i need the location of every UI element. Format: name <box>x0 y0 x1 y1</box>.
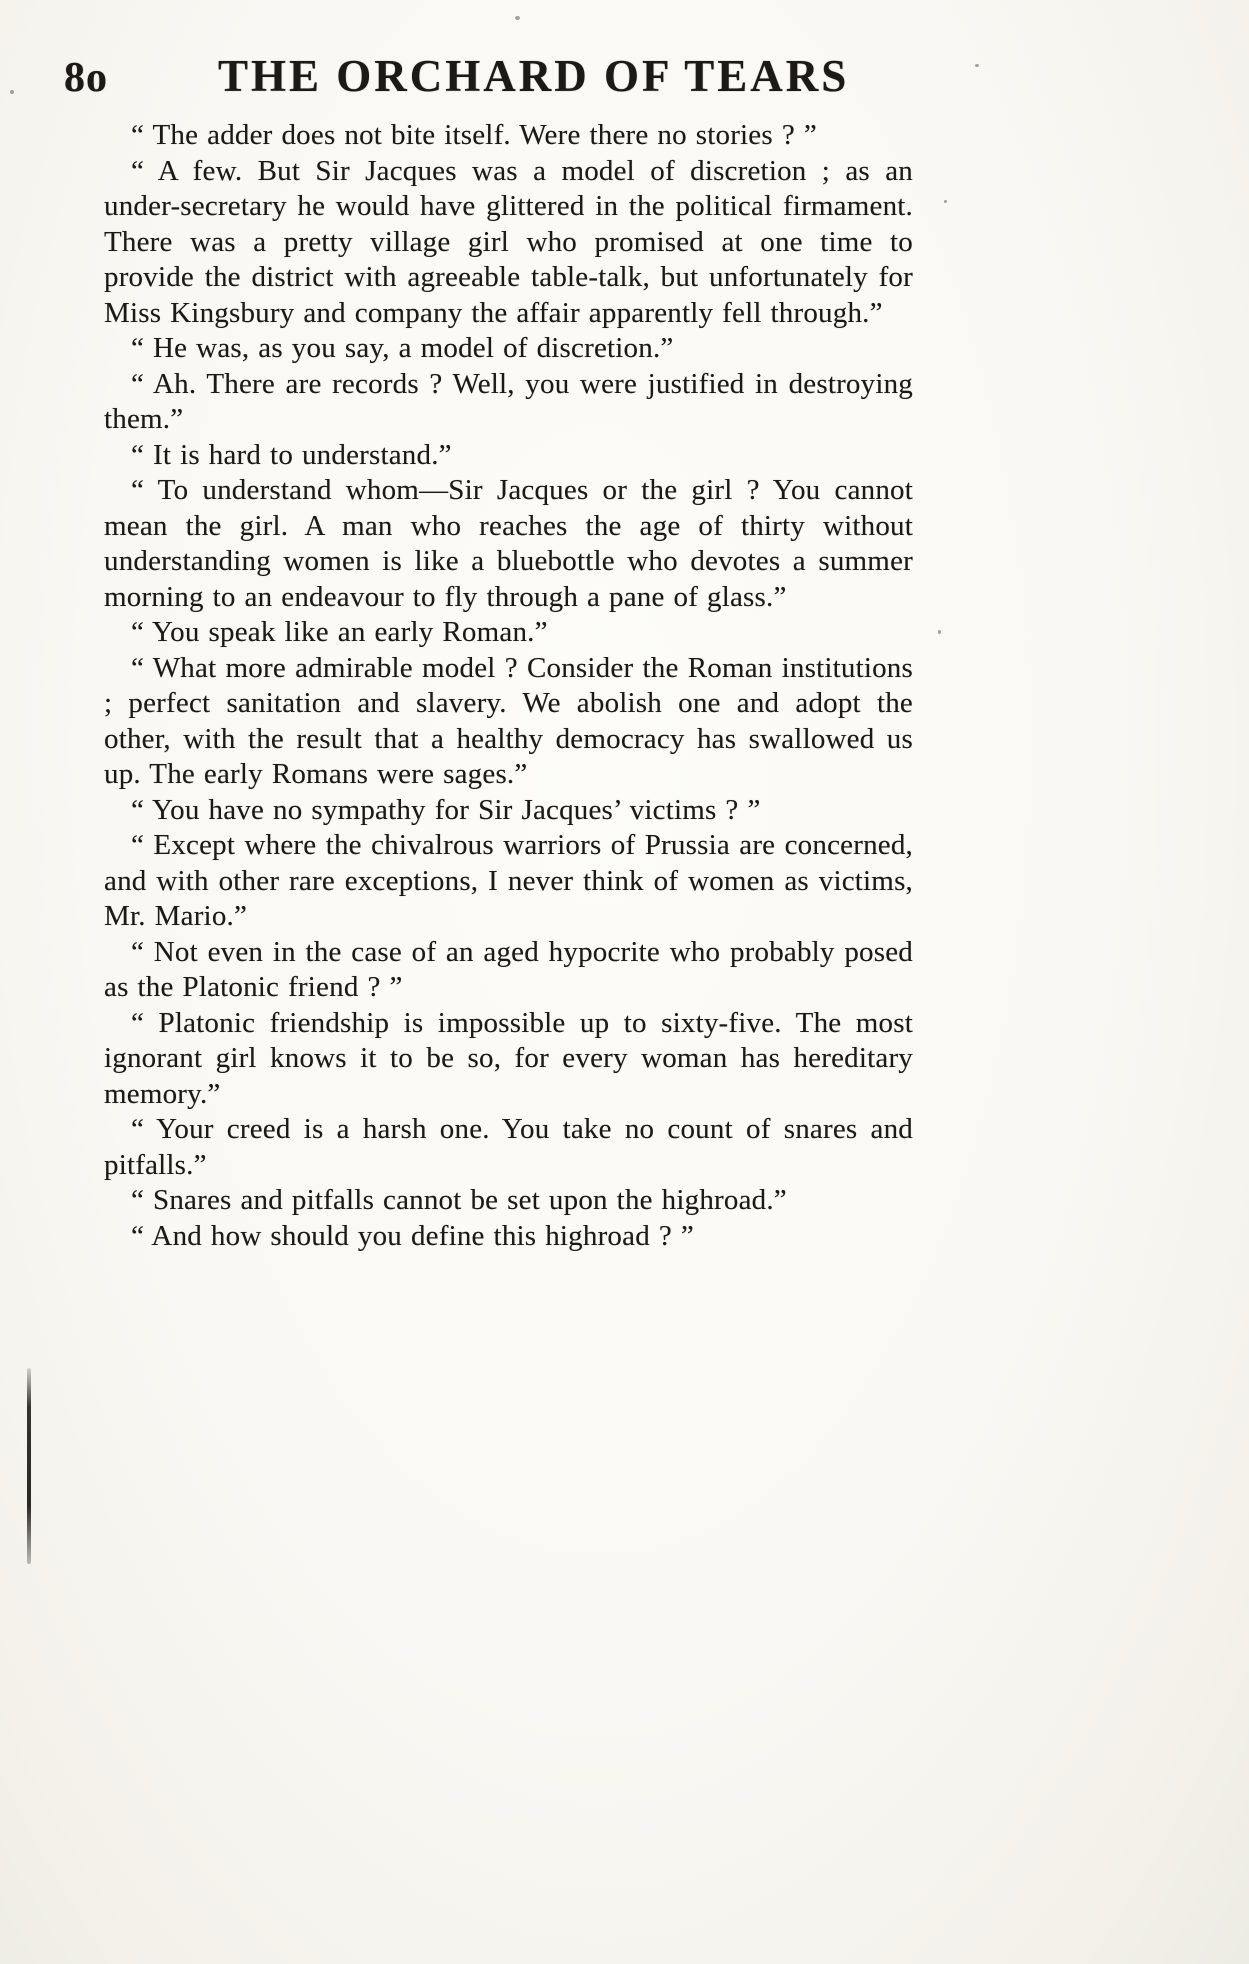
scan-artifact-line <box>27 1368 31 1564</box>
paragraph: “ He was, as you say, a model of discretion.” <box>131 332 674 364</box>
paragraph: “ To understand whom—Sir Jacques or the girl ? You cannot mean the girl. A man who reaches the age of thirty without understanding women is like a bluebottle who devotes a summer morning to an endeavour to fly through a pane of glass.” <box>104 474 913 613</box>
paragraph: “ Platonic friendship is impossible up to sixty-five. The most ignorant girl knows it to be so, for every woman has hereditary memory.” <box>104 1006 913 1110</box>
scan-speck <box>10 90 14 94</box>
scan-speck <box>938 630 941 634</box>
page-number: 8o <box>64 55 108 101</box>
paragraph: “ Except where the chivalrous warriors of Prussia are concerned, and with other rare exceptions, I never think of women as victims, Mr. Mario.” <box>104 829 913 932</box>
page-header <box>64 50 913 102</box>
paragraph: “ You have no sympathy for Sir Jacques’ victims ? ” <box>131 793 761 826</box>
scan-speck <box>515 16 520 20</box>
paragraph: “ Not even in the case of an aged hypocrite who probably posed as the Platonic friend ? ” <box>104 935 913 1003</box>
paragraph: “ A few. But Sir Jacques was a model of discretion ; as an under-secretary he would have glittered in the political firmament. There was a pretty village girl who promised at one time to provide the district with agreeable table-talk, but unfortunately for Miss Kingsbury and company the affair apparently fell through.” <box>104 154 913 329</box>
page-body <box>104 118 913 1254</box>
paragraph: “ Ah. There are records ? Well, you were justified in destroying them.” <box>104 367 913 435</box>
scan-speck <box>975 64 979 67</box>
paragraph: “ You speak like an early Roman.” <box>131 616 548 648</box>
paragraph: “ Your creed is a harsh one. You take no count of snares and pitfalls.” <box>104 1113 913 1181</box>
paragraph: “ Snares and pitfalls cannot be set upon the highroad.” <box>131 1184 787 1216</box>
paragraph: “ The adder does not bite itself. Were there no stories ? ” <box>131 119 817 151</box>
page-title: THE ORCHARD OF TEARS <box>218 51 850 101</box>
paragraph: “ It is hard to understand.” <box>131 438 452 471</box>
paragraph: “ And how should you define this highroad ? ” <box>131 1219 694 1252</box>
paragraph: “ What more admirable model ? Consider the Roman institutions ; perfect sanitation and slavery. We abolish one and adopt the other, with the result that a healthy democracy has swallowed us up. The early Romans were sages.” <box>104 651 913 790</box>
scan-speck <box>944 200 947 203</box>
